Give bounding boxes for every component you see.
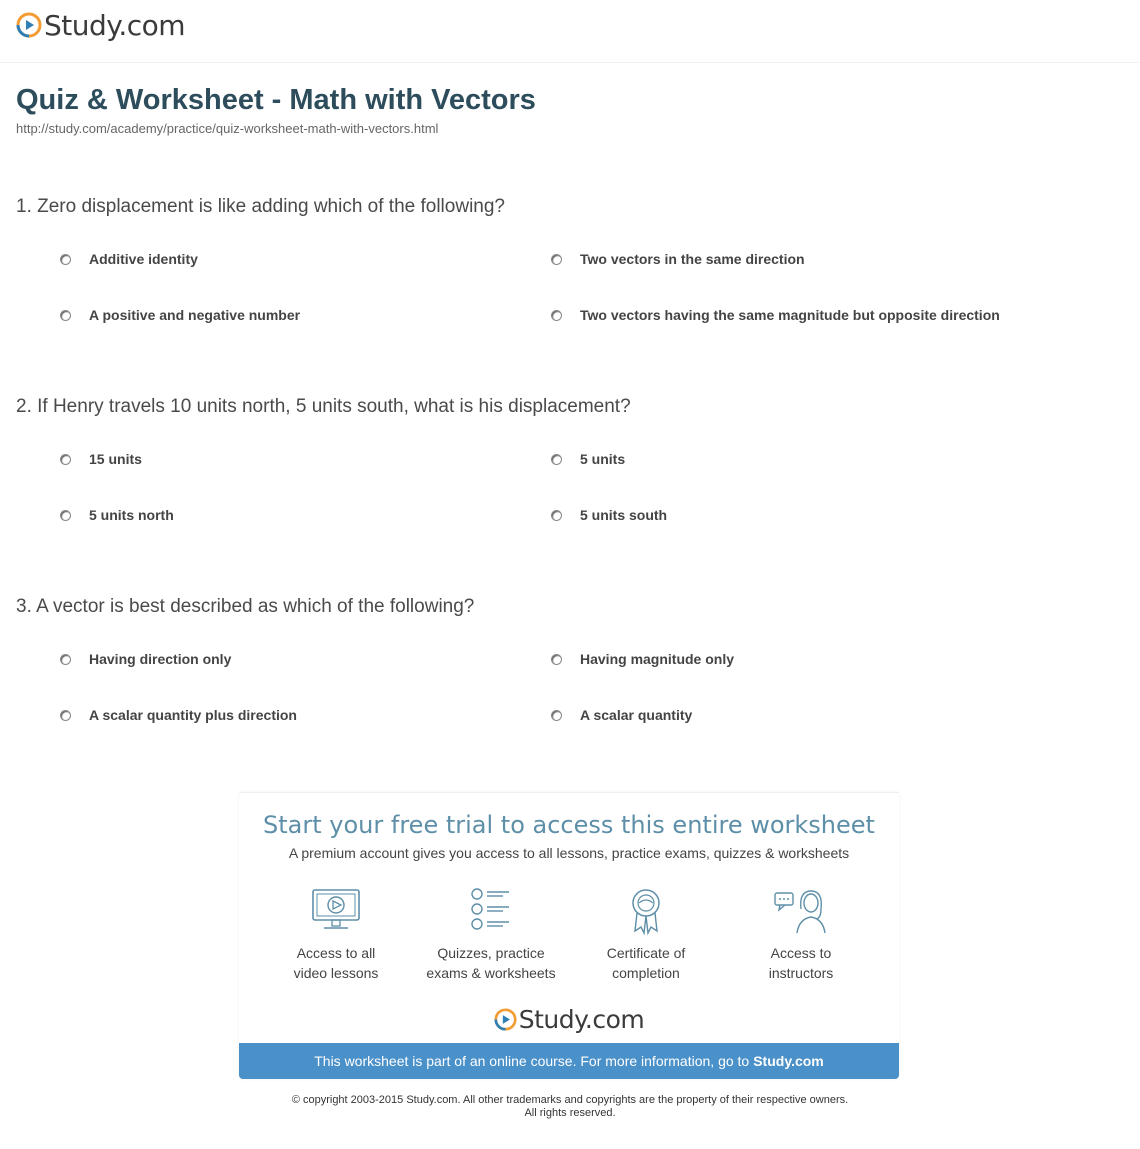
answer-option[interactable] (60, 307, 300, 323)
option-label: 5 units south (580, 507, 668, 523)
feature-label: Access to instructors (768, 945, 834, 981)
answer-option[interactable] (551, 307, 1000, 323)
answer-option[interactable] (60, 651, 231, 667)
answer-option[interactable] (60, 507, 174, 523)
question-text: 1. Zero displacement is like adding which of the following? (16, 196, 505, 217)
certificate-icon (620, 887, 672, 935)
radio-button[interactable] (60, 710, 71, 721)
radio-button[interactable] (60, 254, 71, 265)
answer-option[interactable] (60, 251, 198, 267)
promo-title: Start your free trial to access this entire worksheet (263, 811, 875, 839)
option-label: Having direction only (89, 651, 232, 667)
answer-option[interactable] (551, 707, 692, 723)
logo-text: Study.com (44, 8, 186, 42)
instructor-icon (771, 887, 831, 935)
promo-study-logo[interactable] (239, 1005, 899, 1034)
option-label: Two vectors in the same direction (580, 251, 805, 267)
answer-option[interactable] (551, 651, 734, 667)
radio-button[interactable] (60, 310, 71, 321)
option-label: A scalar quantity plus direction (89, 707, 297, 723)
option-label: Additive identity (89, 251, 198, 267)
radio-button[interactable] (60, 654, 71, 665)
quiz-list-icon (465, 887, 517, 935)
answer-option[interactable] (60, 707, 297, 723)
option-label: 5 units (580, 451, 626, 467)
option-label: A positive and negative number (89, 307, 301, 323)
course-info-banner (239, 1043, 899, 1079)
option-label: 5 units north (89, 507, 174, 523)
option-label: A scalar quantity (580, 707, 693, 723)
radio-button[interactable] (60, 510, 71, 521)
study-logo[interactable] (16, 8, 185, 42)
option-label: 15 units (89, 451, 142, 467)
option-label: Having magnitude only (580, 651, 735, 667)
play-logo-icon (494, 1008, 517, 1031)
question-text: 2. If Henry travels 10 units north, 5 units south, what is his displacement? (16, 396, 631, 417)
copyright-line: All rights reserved. (524, 1107, 616, 1119)
radio-button[interactable] (551, 710, 562, 721)
free-trial-promo (239, 792, 899, 1079)
answer-option[interactable] (551, 507, 667, 523)
header-divider (0, 62, 1140, 63)
feature-instructors (726, 887, 876, 983)
option-label: Two vectors having the same magnitude but opposite direction (580, 307, 1000, 323)
feature-quizzes (416, 887, 566, 983)
copyright (0, 1094, 1140, 1120)
question-text: 3. A vector is best described as which of the following? (16, 596, 475, 617)
copyright-line: © copyright 2003-2015 Study.com. All other trademarks and copyrights are the property of their respective owners. (291, 1094, 849, 1106)
video-lesson-icon (310, 887, 362, 935)
radio-button[interactable] (551, 254, 562, 265)
play-logo-icon (16, 12, 42, 38)
feature-video-lessons (261, 887, 411, 983)
feature-certificate (571, 887, 721, 983)
feature-label: Access to all video lessons (293, 945, 379, 981)
radio-button[interactable] (551, 510, 562, 521)
feature-label: Certificate of completion (606, 945, 686, 981)
page-url: http://study.com/academy/practice/quiz-worksheet-math-with-vectors.html (16, 121, 439, 136)
promo-subtitle: A premium account gives you access to all lessons, practice exams, quizzes & worksheets (288, 845, 850, 861)
radio-button[interactable] (551, 454, 562, 465)
answer-option[interactable] (551, 251, 805, 267)
banner-link[interactable]: Study.com (753, 1053, 824, 1069)
radio-button[interactable] (60, 454, 71, 465)
radio-button[interactable] (551, 310, 562, 321)
answer-option[interactable] (60, 451, 142, 467)
logo-text: Study.com (518, 1005, 645, 1034)
answer-option[interactable] (551, 451, 625, 467)
radio-button[interactable] (551, 654, 562, 665)
feature-label: Quizzes, practice exams & worksheets (426, 945, 556, 981)
page-title: Quiz & Worksheet - Math with Vectors (16, 84, 536, 116)
banner-text: This worksheet is part of an online course. For more information, go to (314, 1053, 750, 1069)
